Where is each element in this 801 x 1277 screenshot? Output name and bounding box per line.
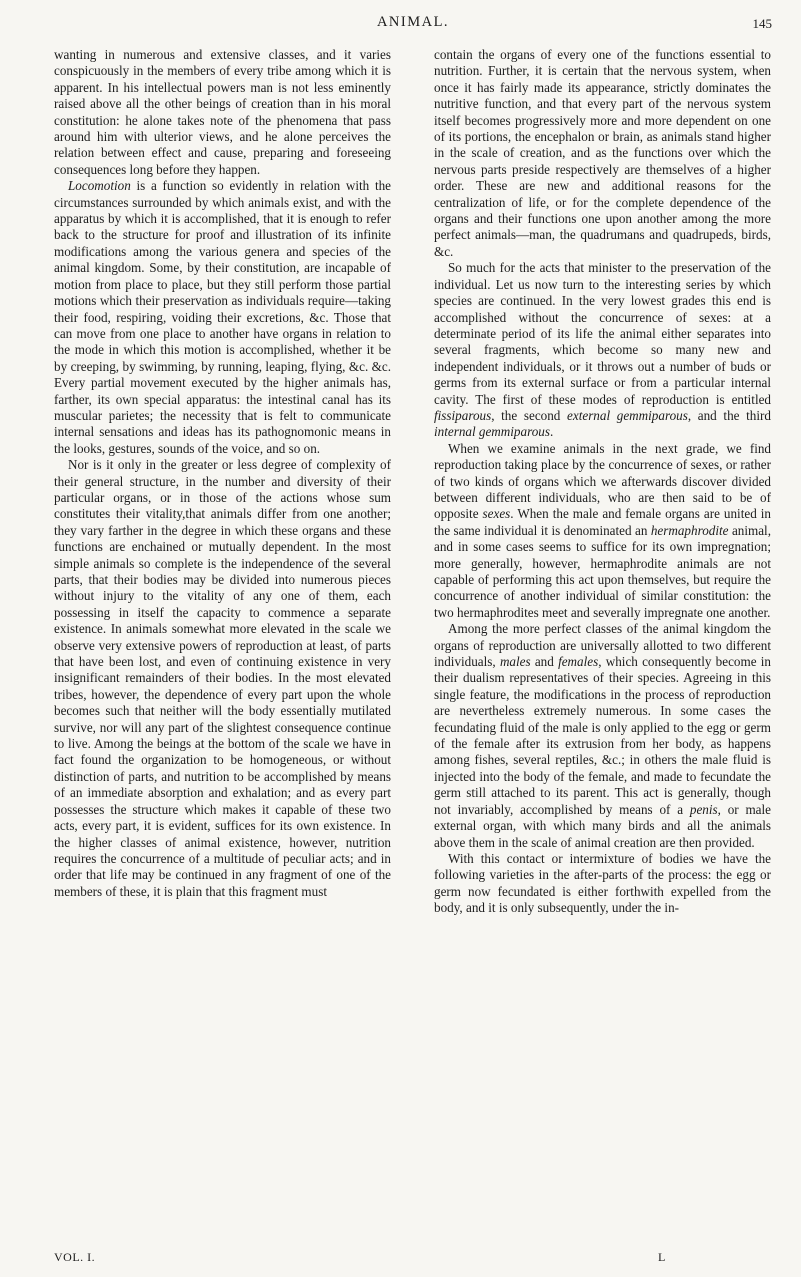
page-number: 145 bbox=[752, 16, 772, 31]
paragraph-text: . bbox=[549, 424, 554, 440]
paragraph: Nor is it only in the greater or less degree of complexity of their general structure, in the number and diversity of their particular organs, or in those of the actions whose sum constitutes their vitality,that animals differ from one another; they vary farther in the degree in which these organs and these functions are enchained or mutually dependent. In the most simple animals so complete is the independence of the several parts, that their bodies may be divided into numerous pieces without injury to the vitality of any one of them, each possessing in itself the capacity to commence a separate existence. In animals somewhat more elevated in the scale we observe very extensive powers of reproduction at least, of parts that have been lost, and even of continuing existence in very insignificant remainders of their bodies. In the most elevated tribes, however, the dependence of every part upon the whole becomes such that neither will the body essentially mutilated survive, nor will any part of the slightest consequence continue to live. Among the beings at the bottom of the scale we have in fact found the organization to be homogeneous, or without distinction of parts, and nutrition to be accomplished by means of an immediate absorption and exhalation; and as every part possesses the structure which makes it capable of these two acts, every part, it is evident, suffices for its own existence. In the higher classes of animal existence, however, nutrition requires the concurrence of a multitude of peculiar acts; and in order that life may be continued in any fragment of one of the members of these, it is plain that this fragment must bbox=[54, 457, 391, 899]
paragraph: wanting in numerous and extensive classes, and it varies conspicuously in the members of every tribe among which it is apparent. In his intellectual powers man is not less eminently raised above all the other beings of creation than in his moral constitution: he alone takes note of the phenomena that pass around him with ulterior views, and he alone perceives the relation between effect and cause, preparing and foreseeing consequences long before they happen. bbox=[54, 47, 391, 177]
paragraph-text: , which consequently become in their dualism representatives of their species. Agreeing in this single feature, the modifications in the process of reproduction are nevertheless extremely numerous. In some cases the fecundating fluid of the male is only applied to the egg or germ of the female after its extrusion from her body, as happens among fishes, several reptiles, &c.; in others the male fluid is injected into the body of the female, and made to fecundate the germ still attached to its parent. This act is generally, though not invariably, accomplished by means of a bbox=[434, 654, 771, 817]
paragraph bbox=[434, 441, 771, 621]
paragraph-text: So much for the acts that minister to the preservation of the individual. Let us now turn to the interesting series by which species are continued. In the very lowest grades this end is accomplished without the concurrence of sexes: at a determinate period of its life the animal either separates into several fragments, which become so many new and independent individuals, or it throws out a number of buds or germs from its external surface or from a particular internal cavity. The first of these modes of reproduction is entitled bbox=[434, 260, 771, 407]
paragraph-text: animal, and in some cases seems to suffice for its own impregnation; more generally, however, hermaphrodite animals are not capable of performing this act upon themselves, but require the concurrence of another individual of similar constitution: the two hermaphrodites meet and severally impregnate one another. bbox=[434, 522, 771, 620]
italic-term: Locomotion bbox=[68, 178, 131, 194]
italic-term: internal gemmiparous bbox=[434, 424, 550, 440]
italic-term: external gemmiparous bbox=[567, 407, 688, 423]
italic-term: fissiparous bbox=[434, 407, 492, 423]
page-footer bbox=[54, 1250, 774, 1268]
italic-term: females bbox=[558, 654, 599, 670]
italic-term: males bbox=[499, 654, 531, 670]
right-column bbox=[434, 47, 771, 917]
paragraph bbox=[434, 260, 771, 440]
running-title: ANIMAL. bbox=[376, 14, 450, 30]
paragraph bbox=[54, 178, 391, 457]
paragraph-text: Among the more perfect classes of the animal kingdom the organs of reproduction are universally allotted to two different individuals, bbox=[434, 621, 771, 670]
paragraph-text: and bbox=[530, 654, 559, 670]
paragraph-text: is a function so evidently in relation with the circumstances surrounded by which animals exist, and with the apparatus by which it is accomplished, that it is enough to refer back to the structure for proof and illustration of its infinite modifications among the various genera and species of the animal kingdom. Some, by their constitution, are incapable of motion from place to place, but they still perform those partial motions which their preservation as individuals require—taking their food, respiring, voiding their excretions, &c. Those that can move from one place to another have organs in relation to the mode in which this motion is accomplished, whether it be by creeping, by swimming, by running, leaping, flying, &c. &c. Every partial movement executed by the higher animals has, farther, its own special apparatus: the intestinal canal has its muscular parietes; the necessity that is felt to communicate internal sensations and ideas has its pathognomonic means in the looks, gestures, sounds of the voice, and so on. bbox=[54, 178, 391, 456]
paragraph-text: , and the third bbox=[687, 407, 771, 423]
volume-mark: VOL. I. bbox=[54, 1250, 96, 1264]
signature-mark: L bbox=[658, 1250, 666, 1264]
paragraph: contain the organs of every one of the functions essential to nutrition. Further, it is certain that the nervous system, when once it has fairly made its appearance, strictly dominates the nutritive function, and that every part of the nervous system itself becomes progressively more and more dependent on one of its portions, the encephalon or brain, as animals stand higher in the scale of creation, and as the functions over which the nervous parts preside respectively are themselves of a higher order. These are new and additional reasons for the centralization of life, or for the complete dependence of the organs and their functions one upon another among the more perfect animals—man, the quadrumans and quadrupeds, birds, &c. bbox=[434, 47, 771, 259]
paragraph-text: , the second bbox=[491, 407, 568, 423]
italic-term: penis bbox=[689, 801, 718, 817]
paragraph-text: . When the male and female organs are united in the same individual it is denominated an bbox=[434, 506, 771, 538]
left-column bbox=[54, 47, 391, 900]
paragraph-text: , or male external organ, with which many birds and all the animals above them in the scale of animal creation are then provided. bbox=[434, 801, 772, 850]
paragraph bbox=[434, 621, 771, 851]
italic-term: hermaphrodite bbox=[650, 522, 729, 538]
paragraph-text: When we examine animals in the next grade, we find reproduction taking place by the concurrence of sexes, or rather of two kinds of organs which we afterwards discover divided between different individuals, who are then said to be of opposite bbox=[434, 440, 771, 522]
italic-term: sexes bbox=[482, 506, 511, 522]
page-header bbox=[52, 14, 774, 40]
paragraph: With this contact or intermixture of bodies we have the following varieties in the after-parts of the process: the egg or germ now fecundated is either forthwith expelled from the body, and it is only subsequently, under the in- bbox=[434, 850, 771, 916]
